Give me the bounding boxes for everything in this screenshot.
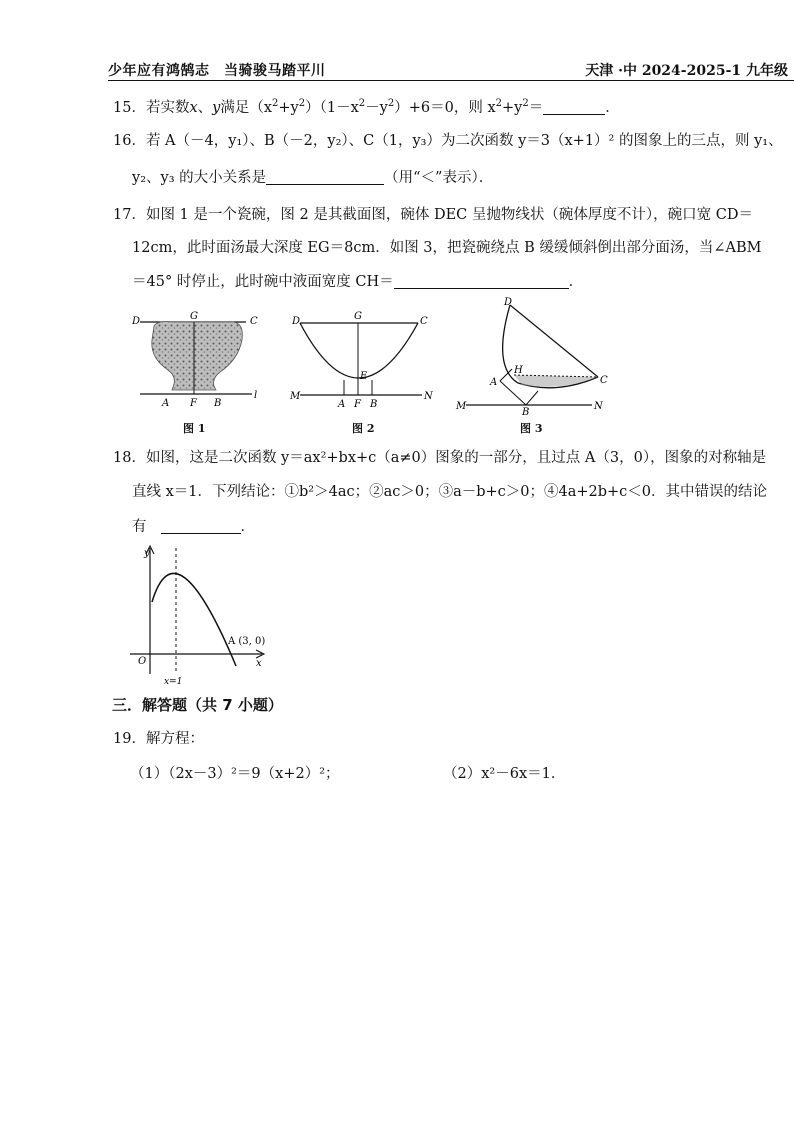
q18-text-3: 有	[132, 519, 147, 535]
q15-answer-blank[interactable]	[543, 98, 605, 115]
question-17-line1	[113, 205, 753, 225]
tilted-bowl-figure	[452, 295, 617, 415]
fig1-label-c: C	[250, 316, 258, 327]
fig1-bowl-shape	[152, 322, 243, 391]
q15-var-y: y	[212, 100, 221, 116]
fig1-label-b: B	[214, 398, 222, 409]
graph-point-a-label: A (3, 0)	[228, 636, 266, 647]
q18-answer-blank[interactable]	[161, 517, 241, 534]
section-3-title: 三．解答题（共 7 小题）	[112, 696, 283, 714]
fig2-label-d: D	[292, 316, 301, 327]
q15-exp: 2	[522, 98, 529, 110]
q18-number: 18．	[113, 450, 146, 466]
header-exam-title: 天津 ·中 2024-2025-1 九年级	[585, 63, 788, 79]
q15-exp: 2	[298, 98, 306, 110]
graph-y-label: y	[144, 548, 150, 559]
q18-tail: ．	[240, 519, 255, 535]
bowl-photo-figure	[128, 300, 268, 412]
q15-var-x: x	[189, 100, 198, 116]
fig3-label-m: M	[456, 401, 467, 412]
q15-number: 15．	[113, 100, 146, 116]
question-17-line3	[132, 272, 583, 292]
q15-exp: 2	[495, 98, 502, 110]
q15-expr-a: 满足（x	[220, 100, 273, 116]
fig2-label-a: A	[338, 399, 346, 410]
q17-number: 17．	[113, 207, 146, 223]
question-19-title	[113, 729, 204, 749]
fig3-label-b: B	[522, 407, 530, 415]
q16-text-1: 若 A（－4，y₁）、B（－2，y₂）、C（1，y₃）为二次函数 y＝3（x+1）² 的图象上的三点，则 y₁、	[145, 133, 783, 149]
fig3-caption: 图 3	[520, 422, 543, 435]
fig2-label-e: E	[360, 371, 368, 382]
question-18-line3	[132, 517, 255, 537]
fig1-label-f: F	[190, 398, 197, 409]
header-rule	[108, 80, 794, 81]
fig3-foot-b	[526, 391, 538, 405]
page-header	[108, 56, 794, 82]
q15-exp: 2	[358, 98, 366, 110]
fig3-rim-line	[510, 305, 598, 377]
q19-number: 19．	[113, 731, 146, 747]
q17-tail: ．	[568, 274, 584, 290]
fig1-label-a: A	[162, 398, 170, 409]
q18-parabola-graph	[126, 540, 272, 686]
fig3-label-d: D	[504, 297, 513, 308]
q17-answer-blank[interactable]	[394, 272, 569, 289]
q15-expr-e: ）+6＝0，则 x	[394, 100, 496, 116]
fig1-label-l: l	[254, 390, 258, 401]
bowl-cross-section-figure	[286, 305, 436, 415]
fig3-liquid	[514, 375, 598, 387]
fig2-label-n: N	[424, 391, 433, 402]
fig2-label-m: M	[290, 391, 301, 402]
graph-axis-label: x=1	[164, 677, 183, 686]
q18-text-2: 直线 x＝1．下列结论：①b²＞4ac；②ac＞0；③a－b+c＞0；④4a+2b+c＜0．其中错误的结论	[132, 484, 768, 500]
question-16-line1	[113, 131, 783, 151]
question-16-line2	[132, 168, 493, 188]
q19-part-2: （2）x²－6x＝1．	[443, 766, 566, 782]
q15-text: 若实数	[145, 100, 190, 116]
fig3-label-a: A	[490, 377, 498, 388]
q16-number: 16．	[113, 133, 146, 149]
q17-text-2: 12cm，此时面汤最大深度 EG＝8cm．如图 3，把瓷碗绕点 B 缓缓倾斜倒出部分面汤，当∠ABM	[132, 240, 762, 256]
fig1-label-g: G	[190, 311, 198, 322]
fig3-label-h: H	[514, 365, 523, 376]
fig3-label-n: N	[594, 401, 603, 412]
q15-eq: ＝	[528, 100, 544, 116]
q17-text-3: ＝45° 时停止，此时碗中液面宽度 CH＝	[132, 274, 394, 290]
q16-text-2: y₂、y₃ 的大小关系是	[132, 170, 267, 186]
q15-sep: 、	[197, 100, 213, 116]
graph-origin-label: O	[138, 656, 147, 667]
fig1-caption: 图 1	[183, 422, 206, 435]
q19-part-1: （1）（2x－3）²＝9（x+2）²；	[130, 766, 340, 782]
fig2-label-g: G	[354, 311, 362, 322]
q15-exp: 2	[272, 98, 279, 110]
question-18-line2	[132, 482, 767, 502]
graph-x-label: x	[256, 658, 262, 669]
fig2-label-c: C	[420, 316, 428, 327]
q18-text-1: 如图，这是二次函数 y＝ax²+bx+c（a≠0）图象的一部分，且过点 A（3，0），图象的对称轴是	[145, 450, 767, 466]
fig3-label-c: C	[600, 375, 608, 386]
q15-expr-f: +y	[502, 100, 523, 116]
q15-exp: 2	[387, 98, 395, 110]
question-17-line2	[132, 238, 762, 258]
q17-text-1: 如图 1 是一个瓷碗，图 2 是其截面图，碗体 DEC 呈抛物线状（碗体厚度不计），碗口宽 CD＝	[145, 207, 753, 223]
q19-text: 解方程：	[145, 731, 204, 747]
q16-text-3: （用“＜”表示）．	[384, 170, 494, 186]
graph-parabola-curve	[152, 573, 236, 666]
fig2-label-f: F	[354, 399, 361, 410]
q15-expr-d: －y	[365, 100, 388, 116]
q15-expr-c: ）（1－x	[305, 100, 359, 116]
fig2-label-b: B	[370, 399, 378, 410]
q16-answer-blank[interactable]	[266, 168, 384, 185]
fig2-caption: 图 2	[352, 422, 375, 435]
question-15	[113, 98, 620, 118]
fig2-parabola	[300, 323, 418, 378]
header-motto: 少年应有鸿鹄志 当骑骏马踏平川	[108, 63, 326, 79]
fig1-label-d: D	[132, 316, 141, 327]
question-18-line1	[113, 448, 766, 468]
q15-tail: ．	[605, 100, 620, 116]
q15-expr-b: +y	[278, 100, 299, 116]
